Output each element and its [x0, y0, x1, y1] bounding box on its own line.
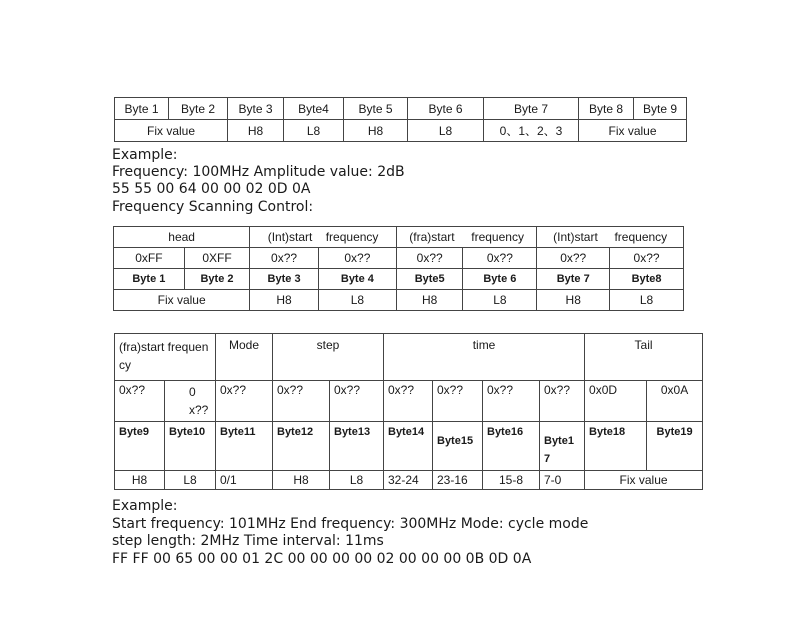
table-cell: L8: [284, 120, 344, 142]
table-cell: Fix value: [585, 471, 703, 490]
table-cell: 0x??: [165, 381, 216, 422]
example-label: Example:: [112, 498, 178, 514]
table-cell: H8: [396, 290, 463, 311]
table-cell: Byte 7: [537, 269, 610, 290]
table-cell: Mode: [216, 334, 273, 381]
table-cell: L8: [408, 120, 484, 142]
table-cell: Byte11: [216, 422, 273, 471]
table-cell: (fra)start frequency: [115, 334, 216, 381]
table-cell: 0xFF: [114, 248, 185, 269]
table-cell: H8: [344, 120, 408, 142]
table-cell: 15-8: [483, 471, 540, 490]
table-cell: 32-24: [384, 471, 433, 490]
table-cell: 0x??: [483, 381, 540, 422]
table-row: [115, 98, 687, 120]
table-cell: (Int)start frequency: [537, 227, 684, 248]
table-row: [115, 334, 703, 381]
table-cell: Byte 2: [184, 269, 250, 290]
table-cell: H8: [273, 471, 330, 490]
table-cell: L8: [610, 290, 684, 311]
table-cell: L8: [165, 471, 216, 490]
table-cell: 0x??: [463, 248, 537, 269]
table-cell: 0x??: [384, 381, 433, 422]
example-line: FF FF 00 65 00 00 01 2C 00 00 00 00 02 00 00 00 0B 0D 0A: [112, 551, 532, 567]
table-cell: L8: [318, 290, 396, 311]
table-row: [115, 381, 703, 422]
table-row: [115, 471, 703, 490]
table-cell: Byte 2: [169, 98, 228, 120]
table-row: [115, 120, 687, 142]
table-cell: Fix value: [579, 120, 687, 142]
table-cell: Byte 6: [463, 269, 537, 290]
table-cell: L8: [330, 471, 384, 490]
table-cell: 0x??: [216, 381, 273, 422]
table-cell: 0x??: [537, 248, 610, 269]
table-cell: 0x??: [610, 248, 684, 269]
table-cell: 0x??: [540, 381, 585, 422]
table-row: [114, 290, 684, 311]
table-cell: Byte 6: [408, 98, 484, 120]
table-cell: Byte19: [647, 422, 703, 471]
table-cell: Byte 4: [318, 269, 396, 290]
table-cell: 0、1、2、3: [484, 120, 579, 142]
table-cell: step: [273, 334, 384, 381]
table-row: [114, 227, 684, 248]
table-cell: 0x??: [273, 381, 330, 422]
table-cell: 0x??: [396, 248, 463, 269]
table-cell: Byte12: [273, 422, 330, 471]
table-row: [114, 269, 684, 290]
table-cell: H8: [250, 290, 319, 311]
table-cell: Byte8: [610, 269, 684, 290]
table-cell: time: [384, 334, 585, 381]
table-cell: 0XFF: [184, 248, 250, 269]
table-cell: Byte 1: [114, 269, 185, 290]
example-line: step length: 2MHz Time interval: 11ms: [112, 533, 384, 549]
table-cell: 23-16: [433, 471, 483, 490]
table-cell: Byte14: [384, 422, 433, 471]
table-cell: Byte5: [396, 269, 463, 290]
table-cell: 0x??: [330, 381, 384, 422]
table-cell: (fra)start frequency: [396, 227, 536, 248]
table-cell: 0x0D: [585, 381, 647, 422]
table-cell: 0x??: [433, 381, 483, 422]
example-line: Start frequency: 101MHz End frequency: 300MHz Mode: cycle mode: [112, 516, 589, 532]
table-cell: Byte 1: [115, 98, 169, 120]
table-cell: Byte 7: [484, 98, 579, 120]
table-cell: Byte4: [284, 98, 344, 120]
table-cell: 0x??: [318, 248, 396, 269]
table-cell: Byte13: [330, 422, 384, 471]
scan-head-table: [113, 226, 684, 311]
table-row: [115, 422, 703, 471]
table-cell: Byte 5: [344, 98, 408, 120]
table-cell: Byte18: [585, 422, 647, 471]
scan-body-table: [114, 333, 703, 490]
table-cell: 0x??: [250, 248, 319, 269]
table-cell: Byte17: [540, 422, 585, 471]
table-cell: Byte10: [165, 422, 216, 471]
table-cell: Byte 3: [250, 269, 319, 290]
table-cell: head: [114, 227, 250, 248]
table-row: [114, 248, 684, 269]
table-cell: H8: [115, 471, 165, 490]
section-heading: Frequency Scanning Control:: [112, 199, 314, 215]
table-cell: Byte9: [115, 422, 165, 471]
example-line: Frequency: 100MHz Amplitude value: 2dB: [112, 164, 405, 180]
table-cell: L8: [463, 290, 537, 311]
table-cell: Byte15: [433, 422, 483, 471]
table-cell: Byte 3: [228, 98, 284, 120]
table-cell: 0x0A: [647, 381, 703, 422]
table-cell: (Int)start frequency: [250, 227, 397, 248]
table-cell: 0x??: [115, 381, 165, 422]
table-cell: Byte 8: [579, 98, 634, 120]
table-cell: 7-0: [540, 471, 585, 490]
table-cell: Byte16: [483, 422, 540, 471]
byte-layout-table: [114, 97, 687, 142]
example-line: 55 55 00 64 00 00 02 0D 0A: [112, 181, 311, 197]
table-cell: Fix value: [114, 290, 250, 311]
table-cell: 0/1: [216, 471, 273, 490]
example-label: Example:: [112, 147, 178, 163]
table-cell: H8: [228, 120, 284, 142]
table-cell: H8: [537, 290, 610, 311]
table-cell: Tail: [585, 334, 703, 381]
table-cell: Fix value: [115, 120, 228, 142]
table-cell: Byte 9: [634, 98, 687, 120]
